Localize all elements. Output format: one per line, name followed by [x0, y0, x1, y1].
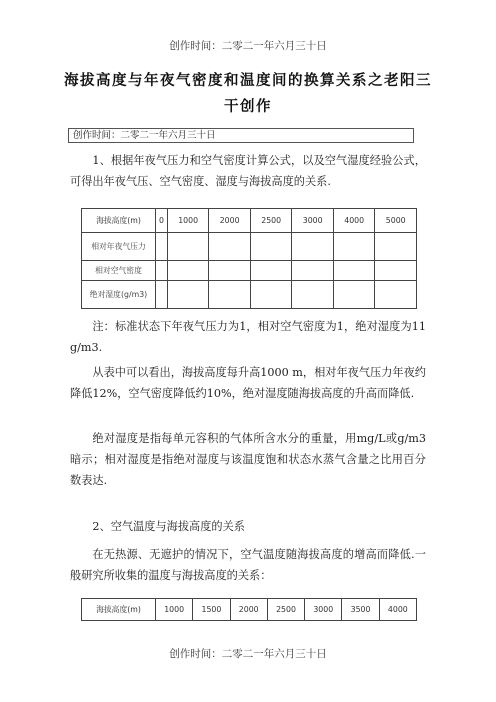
- empty-cell: [375, 261, 417, 281]
- empty-cell: [375, 281, 417, 309]
- height-cell: 3000: [292, 209, 334, 233]
- empty-cell: [167, 281, 209, 309]
- paragraph-5: 在无热源、无遮护的情况下，空气温度随海拔高度的增高而降低.一般研究所收集的温度与海拔高度的关系：: [70, 548, 426, 582]
- paragraph-3: 绝对湿度是指每单元容积的气体所含水分的重量，用mg/L或g/m3暗示；相对湿度是指绝对湿度与该温度饱和状态水蒸气含量之比用百分数表达.: [70, 432, 426, 487]
- table-header-row: [82, 209, 417, 233]
- height-cell: 2500: [267, 599, 304, 621]
- empty-cell: [167, 261, 209, 281]
- footer-watermark: 创作时间：二零二一年六月三十日: [169, 648, 327, 660]
- empty-cell: [292, 261, 334, 281]
- empty-cell: [333, 233, 375, 261]
- note-paragraph: 注：标准状态下年夜气压力为1，相对空气密度为1，绝对湿度为11 g/m3.: [70, 320, 426, 354]
- empty-cell: [250, 233, 292, 261]
- height-cell: 4000: [333, 209, 375, 233]
- row-label-humidity: 绝对湿度(g/m3): [82, 281, 156, 309]
- height-cell: 1500: [193, 599, 230, 621]
- table-row: [82, 233, 417, 261]
- empty-cell: [333, 281, 375, 309]
- altitude-temperature-table: [81, 598, 417, 621]
- altitude-pressure-table: [81, 208, 417, 309]
- header-label-cell: 海拔高度(m): [82, 209, 156, 233]
- empty-cell: [156, 261, 168, 281]
- row-label-density: 相对空气密度: [82, 261, 156, 281]
- empty-cell: [209, 261, 251, 281]
- empty-cell: [292, 281, 334, 309]
- height-cell: 1000: [167, 209, 209, 233]
- row-label-pressure: 相对年夜气压力: [82, 233, 156, 261]
- table-row: [82, 261, 417, 281]
- empty-cell: [292, 233, 334, 261]
- document-title: 海拔高度与年夜气密度和温度间的换算关系之老阳三干创作: [64, 72, 432, 115]
- height-cell: 2000: [230, 599, 267, 621]
- empty-cell: [156, 281, 168, 309]
- paragraph-2: 从表中可以看出，海拔高度每升高1000 m，相对年夜气压力年夜约降低12%，空气密度降低约10%，绝对湿度随海拔高度的升高而降低.: [70, 366, 426, 400]
- table-row: [82, 281, 417, 309]
- height-cell: 5000: [375, 209, 417, 233]
- empty-cell: [250, 261, 292, 281]
- height-cell: 0: [156, 209, 168, 233]
- section-heading-temperature: 2、空气温度与海拔高度的关系: [92, 520, 245, 533]
- height-cell: 3000: [305, 599, 342, 621]
- header-watermark: 创作时间：二零二一年六月三十日: [169, 40, 327, 52]
- height-cell: 2000: [209, 209, 251, 233]
- empty-cell: [209, 281, 251, 309]
- table-header-row: [82, 599, 417, 621]
- height-cell: 2500: [250, 209, 292, 233]
- creation-time-box: 创作时间：二零二一年六月三十日: [68, 128, 414, 143]
- height-cell: 3500: [342, 599, 379, 621]
- height-cell: 4000: [379, 599, 416, 621]
- empty-cell: [250, 281, 292, 309]
- empty-cell: [156, 233, 168, 261]
- empty-cell: [167, 233, 209, 261]
- paragraph-1: 1、根据年夜气压力和空气密度计算公式，以及空气湿度经验公式，可得出年夜气压、空气密度、湿度与海拔高度的关系.: [70, 154, 426, 188]
- height-cell: 1000: [156, 599, 193, 621]
- empty-cell: [209, 233, 251, 261]
- header-label-cell: 海拔高度(m): [82, 599, 156, 621]
- empty-cell: [375, 233, 417, 261]
- empty-cell: [333, 261, 375, 281]
